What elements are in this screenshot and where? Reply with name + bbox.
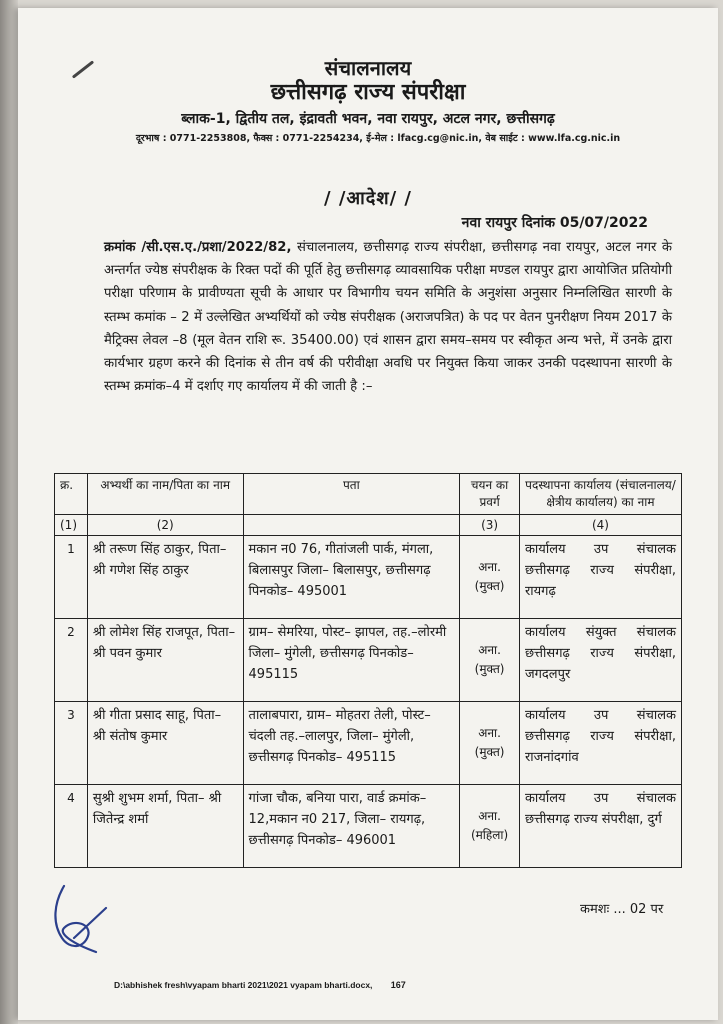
header-sn: क्र. [55,474,88,515]
contact-line: दूरभाष : 0771-2253808, फैक्स : 0771-2254234, ई-मेल : lfacg.cg@nic.in, वेब साईट : www.lfa.cg.nic.in [135,133,621,144]
signature-mark [44,878,114,958]
header-name: अभ्यर्थी का नाम/पिता का नाम [87,474,243,515]
col-number [243,515,460,536]
candidate-name: सुश्री शुभम शर्मा, पिता– श्री जितेन्द्र शर्मा [87,785,243,868]
row-sn: 3 [55,702,88,785]
candidate-address: मकान न0 76, गीतांजली पार्क, मंगला, बिलासपुर जिला– बिलासपुर, छत्तीसगढ़ पिनकोड– 495001 [243,536,460,619]
page-number: 167 [390,980,406,990]
document-page [18,8,718,1020]
department-name: छत्तीसगढ़ राज्य संपरीक्षा [270,80,466,105]
continuation-note: कमशः ... 02 पर [580,902,664,917]
candidate-name: श्री लोमेश सिंह राजपूत, पिता– श्री पवन कुमार [87,619,243,702]
selection-category [460,702,520,785]
posting-office: कार्यालय उप संचालक छत्तीसगढ़ राज्य संपरीक्षा, रायगढ़ [519,536,681,619]
table-row [55,785,682,868]
table-row [55,702,682,785]
order-date: नवा रायपुर दिनांक 05/07/2022 [461,215,648,231]
order-title: / /आदेश/ / [323,188,413,209]
row-sn: 2 [55,619,88,702]
category-sub: (मुक्त) [474,745,505,759]
order-body [104,236,672,398]
posting-office: कार्यालय उप संचालक छत्तीसगढ़ राज्य संपरीक्षा, राजनांदगांव [519,702,681,785]
row-sn: 1 [55,536,88,619]
candidate-address: ग्राम– सेमरिया, पोस्ट– झापल, तह.–लोरमी जिला– मुंगेली, छत्तीसगढ़ पिनकोड– 495115 [243,619,460,702]
selection-category [460,619,520,702]
category-sub: (मुक्त) [474,662,505,676]
table-header-row [55,474,682,515]
category-label: अना. [478,560,501,574]
category-label: अना. [478,643,501,657]
appointment-table [54,473,682,868]
order-body-text: संचालनालय, छत्तीसगढ़ राज्य संपरीक्षा, छत्तीसगढ़ नवा रायपुर, अटल नगर के अन्तर्गत ज्येष्ठ संपरीक्षक के रिक्त पदों की पूर्ति हेतु छत्तीसगढ़ व्यावसायिक परीक्षा मण्डल रायपुर द्वारा आयोजित प्रतियोगी परीक्षा परिणाम के प्रावीण्यता सूची के आधार पर विभागीय चयन समिति के अनुशंसा अनुसार निम्नलिखित सारणी के स्तम्भ कमांक – 2 में उल्लेखित अभ्यर्थियों को ज्येष्ठ संपरीक्षक (अराजपत्रित) के पद पर वेतन पुनरीक्षण नियम 2017 के मैट्रिक्स लेवल –8 (मूल वेतन राशि रू. 35400.00) एवं शासन द्वारा समय–समय पर स्वीकृत अन्य भत्ते, में उनके द्वारा कार्यभार ग्रहण करने की दिनांक से तीन वर्ष की परीवीक्षा अवधि पर नियुक्त किया जाकर उनकी पदस्थापना सारणी के स्तम्भ क्रमांक–4 में दर्शाए गए कार्यालय में की जाती है :– [104,240,672,395]
category-label: अना. [478,726,501,740]
row-sn: 4 [55,785,88,868]
posting-office: कार्यालय संयुक्त संचालक छत्तीसगढ़ राज्य संपरीक्षा, जगदलपुर [519,619,681,702]
candidate-address: तालाबपारा, ग्राम– मोहतरा तेली, पोस्ट– चंदली तह.–लालपुर, जिला– मुंगेली, छत्तीसगढ़ पिनकोड– 495115 [243,702,460,785]
selection-category [460,785,520,868]
candidate-name: श्री गीता प्रसाद साहू, पिता– श्री संतोष कुमार [87,702,243,785]
candidate-address: गांजा चौक, बनिया पारा, वार्ड क्रमांक– 12,मकान न0 217, जिला– रायगढ़, छत्तीसगढ़ पिनकोड– 496001 [243,785,460,868]
candidate-name: श्री तरूण सिंह ठाकुर, पिता– श्री गणेश सिंह ठाकुर [87,536,243,619]
col-number: (2) [87,515,243,536]
office-address: ब्लाक-1, द्वितीय तल, इंद्रावती भवन, नवा रायपुर, अटल नगर, छत्तीसगढ़ [181,111,555,127]
category-sub: (महिला) [470,828,509,842]
table-row [55,619,682,702]
office-name: संचालनालय [324,56,412,80]
category-sub: (मुक्त) [474,579,505,593]
file-footer [114,980,406,990]
col-number: (1) [55,515,88,536]
selection-category [460,536,520,619]
scan-edge-shadow [0,0,18,1024]
file-path: D:\abhishek fresh\vyapam bharti 2021\2021 vyapam bharti.docx, [114,980,373,990]
header-address: पता [243,474,460,515]
header-office: पदस्थापना कार्यालय (संचालनालय/क्षेत्रीय कार्यालय) का नाम [519,474,681,515]
col-number: (4) [519,515,681,536]
table-row [55,536,682,619]
header-category: चयन का प्रवर्ग [460,474,520,515]
category-label: अना. [478,809,501,823]
column-number-row [55,515,682,536]
col-number: (3) [460,515,520,536]
posting-office: कार्यालय उप संचालक छत्तीसगढ़ राज्य संपरीक्षा, दुर्ग [519,785,681,868]
order-reference: क्रमांक /सी.एस.ए./प्रशा/2022/82, [104,240,292,255]
